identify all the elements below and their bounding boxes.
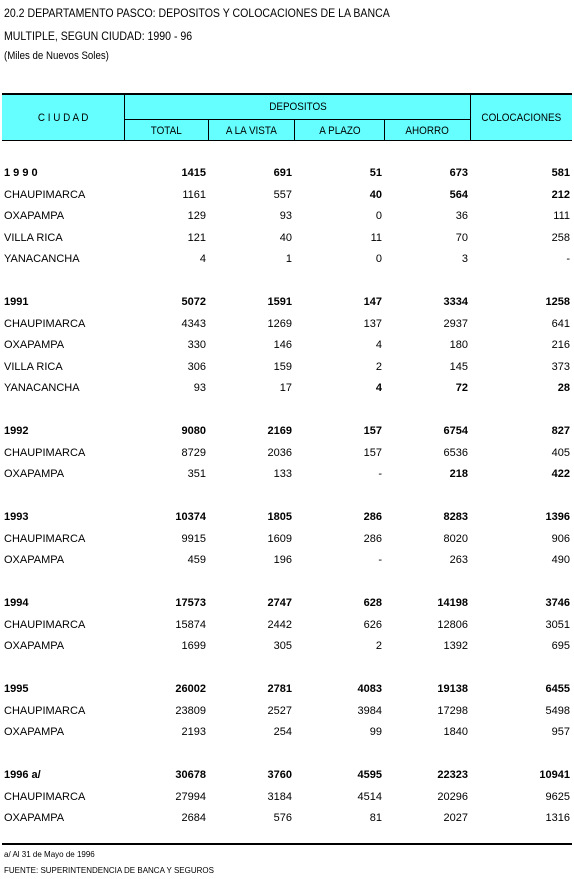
header-divider	[124, 119, 470, 120]
header-depositos: DEPOSITOS	[124, 95, 470, 119]
cell-value: 4	[375, 382, 382, 394]
cell-value: 2193	[181, 726, 206, 738]
table-row	[2, 378, 572, 400]
row-spacer	[2, 271, 572, 293]
cell-value: 147	[363, 296, 382, 308]
table-title-line1: 20.2 DEPARTAMENTO PASCO: DEPOSITOS Y COLOCACIONES DE LA BANCA	[4, 6, 390, 20]
cell-value: 827	[551, 425, 570, 437]
cell-value: 4343	[181, 317, 206, 330]
cell-value: 4	[199, 253, 206, 265]
cell-value: 3334	[443, 296, 468, 308]
cell-value: 129	[187, 210, 206, 222]
cell-value: 3760	[267, 769, 292, 781]
cell-value: 2036	[267, 446, 292, 459]
header-ciudad: C I U D A D	[2, 95, 124, 141]
group-total-row	[2, 765, 572, 787]
cell-value: 957	[551, 726, 570, 738]
table-row	[2, 206, 572, 228]
year-label: 1993	[4, 511, 29, 523]
cell-value: 40	[369, 188, 382, 201]
cell-value: 3	[461, 253, 468, 265]
cell-value: 0	[375, 210, 382, 222]
table-row	[2, 185, 572, 207]
cell-value: 1392	[443, 640, 468, 652]
city-label: YANACANCHA	[4, 382, 80, 394]
table-row	[2, 808, 572, 830]
cell-value: 3184	[267, 790, 292, 803]
cell-value: 6455	[545, 683, 570, 695]
cell-value: 1840	[443, 726, 468, 738]
cell-value: 1805	[267, 511, 292, 523]
cell-value: 51	[369, 167, 382, 179]
city-label: OXAPAMPA	[4, 640, 65, 652]
city-label: CHAUPIMARCA	[4, 188, 86, 201]
cell-value: 137	[363, 317, 382, 330]
cell-value: 121	[187, 231, 206, 244]
cell-value: 111	[553, 210, 570, 222]
cell-value: 286	[363, 511, 382, 523]
cell-value: 93	[279, 210, 292, 222]
cell-value: 0	[375, 253, 382, 265]
cell-value: 40	[279, 231, 292, 244]
cell-value: 1415	[181, 167, 206, 179]
row-spacer	[2, 572, 572, 594]
cell-value: 8020	[443, 532, 468, 545]
table-row	[2, 464, 572, 486]
cell-value: 196	[273, 554, 292, 566]
cell-value: 23809	[175, 704, 206, 717]
cell-value: 15874	[175, 618, 206, 631]
cell-value: 145	[449, 360, 468, 373]
year-label: 1 9 9 0	[4, 167, 38, 179]
row-spacer	[2, 400, 572, 422]
city-label: CHAUPIMARCA	[4, 317, 86, 330]
cell-value: -	[566, 253, 570, 265]
footnote: a/ Al 31 de Mayo de 1996	[4, 850, 95, 859]
table-row	[2, 314, 572, 336]
table-row	[2, 335, 572, 357]
cell-value: 490	[551, 554, 570, 566]
cell-value: 99	[369, 726, 382, 738]
year-label: 1996 a/	[4, 769, 41, 781]
row-spacer	[2, 486, 572, 508]
cell-value: 254	[273, 726, 292, 738]
year-label: 1991	[4, 296, 29, 308]
cell-value: 11	[370, 231, 382, 244]
cell-value: 2781	[267, 683, 292, 695]
cell-value: 1161	[182, 188, 206, 201]
cell-value: 459	[187, 554, 206, 566]
header-bottom-rule	[2, 140, 572, 141]
cell-value: 157	[363, 446, 382, 459]
cell-value: 1316	[545, 812, 570, 824]
cell-value: 2442	[267, 618, 292, 631]
city-label: OXAPAMPA	[4, 726, 65, 738]
cell-value: 19138	[437, 683, 468, 695]
header-a-plazo: A PLAZO	[294, 120, 384, 141]
cell-value: 81	[369, 812, 382, 824]
cell-value: 1609	[267, 532, 292, 545]
source-note: FUENTE: SUPERINTENDENCIA DE BANCA Y SEGUROS	[4, 866, 214, 875]
cell-value: 691	[273, 167, 292, 179]
cell-value: 263	[449, 554, 468, 566]
cell-value: 2747	[267, 597, 292, 609]
city-label: CHAUPIMARCA	[4, 532, 86, 545]
cell-value: -	[378, 554, 382, 566]
cell-value: 20296	[437, 790, 468, 803]
cell-value: 10374	[175, 511, 206, 523]
cell-value: 1396	[545, 511, 570, 523]
cell-value: 133	[273, 468, 292, 480]
city-label: VILLA RICA	[4, 360, 63, 373]
cell-value: 1269	[267, 317, 292, 330]
cell-value: 216	[551, 339, 570, 351]
table-row	[2, 722, 572, 744]
city-label: CHAUPIMARCA	[4, 446, 86, 459]
city-label: CHAUPIMARCA	[4, 790, 86, 803]
city-label: OXAPAMPA	[4, 554, 65, 566]
year-label: 1994	[4, 597, 29, 609]
cell-value: 6754	[443, 425, 468, 437]
cell-value: 422	[551, 468, 570, 480]
cell-value: 26002	[175, 683, 206, 695]
cell-value: 9080	[181, 425, 206, 437]
cell-value: 36	[455, 210, 468, 222]
city-label: OXAPAMPA	[4, 812, 65, 824]
row-spacer	[2, 744, 572, 766]
group-total-row	[2, 292, 572, 314]
cell-value: 3746	[545, 597, 570, 609]
cell-value: 628	[363, 597, 382, 609]
header-ahorro: AHORRO	[384, 120, 470, 141]
cell-value: 72	[455, 382, 468, 394]
cell-value: 626	[363, 618, 382, 631]
cell-value: 330	[187, 339, 206, 351]
cell-value: 8729	[181, 446, 206, 459]
cell-value: 6536	[443, 446, 468, 459]
cell-value: 17298	[437, 704, 468, 717]
cell-value: 8283	[443, 511, 468, 523]
group-total-row	[2, 593, 572, 615]
table-row	[2, 636, 572, 658]
cell-value: 2684	[181, 812, 206, 824]
cell-value: 4083	[357, 683, 382, 695]
city-label: CHAUPIMARCA	[4, 618, 86, 631]
year-label: 1992	[4, 425, 29, 437]
table-body	[2, 163, 572, 830]
cell-value: 2	[375, 640, 382, 652]
cell-value: 2027	[443, 812, 468, 824]
table-row	[2, 701, 572, 723]
city-label: OXAPAMPA	[4, 339, 65, 351]
cell-value: 2527	[267, 704, 292, 717]
cell-value: 351	[187, 468, 206, 480]
units-note: (Miles de Nuevos Soles)	[4, 50, 109, 62]
cell-value: 305	[273, 640, 292, 652]
cell-value: 10941	[539, 769, 570, 781]
cell-value: 906	[551, 532, 570, 545]
cell-value: 93	[193, 382, 206, 394]
cell-value: 27994	[175, 790, 206, 803]
footer-rule	[2, 843, 572, 845]
cell-value: 1591	[267, 296, 292, 308]
cell-value: 180	[449, 339, 468, 351]
cell-value: 2169	[267, 425, 292, 437]
cell-value: 581	[551, 167, 570, 179]
cell-value: 286	[363, 532, 382, 545]
cell-value: 405	[551, 446, 570, 459]
table-row	[2, 228, 572, 250]
cell-value: 14198	[437, 597, 468, 609]
table-row	[2, 529, 572, 551]
header-total: TOTAL	[124, 120, 208, 141]
cell-value: 17573	[175, 597, 206, 609]
cell-value: 5498	[545, 704, 570, 717]
cell-value: 5072	[181, 296, 206, 308]
cell-value: 70	[455, 231, 468, 244]
city-label: OXAPAMPA	[4, 210, 65, 222]
group-total-row	[2, 163, 572, 185]
cell-value: 157	[363, 425, 382, 437]
cell-value: 2937	[443, 317, 468, 330]
cell-value: 258	[551, 231, 570, 244]
group-total-row	[2, 507, 572, 529]
table-row	[2, 249, 572, 271]
cell-value: 673	[449, 167, 468, 179]
city-label: CHAUPIMARCA	[4, 704, 86, 717]
row-spacer	[2, 658, 572, 680]
cell-value: 695	[551, 640, 570, 652]
table-header	[2, 93, 572, 141]
cell-value: 4514	[357, 790, 382, 803]
cell-value: 373	[551, 360, 570, 373]
header-a-la-vista: A LA VISTA	[208, 120, 294, 141]
cell-value: 1	[285, 253, 292, 265]
table-row	[2, 443, 572, 465]
cell-value: 4595	[357, 769, 382, 781]
cell-value: 576	[273, 812, 292, 824]
table-row	[2, 550, 572, 572]
cell-value: 306	[187, 360, 206, 373]
cell-value: 641	[551, 317, 570, 330]
cell-value: 146	[273, 339, 292, 351]
cell-value: 218	[449, 468, 468, 480]
city-label: YANACANCHA	[4, 253, 80, 265]
cell-value: 28	[557, 382, 570, 394]
group-total-row	[2, 679, 572, 701]
cell-value: 22323	[437, 769, 468, 781]
cell-value: 159	[273, 360, 292, 373]
cell-value: 564	[449, 188, 468, 201]
cell-value: 2	[375, 360, 382, 373]
table-row	[2, 615, 572, 637]
cell-value: 30678	[175, 769, 206, 781]
cell-value: 9625	[545, 790, 570, 803]
cell-value: 557	[273, 188, 292, 201]
table-row	[2, 357, 572, 379]
city-label: OXAPAMPA	[4, 468, 65, 480]
cell-value: -	[378, 468, 382, 480]
city-label: VILLA RICA	[4, 231, 63, 244]
cell-value: 3984	[357, 704, 382, 717]
cell-value: 3051	[545, 618, 570, 631]
cell-value: 4	[375, 339, 382, 351]
cell-value: 212	[551, 188, 570, 201]
header-colocaciones: COLOCACIONES	[470, 95, 572, 141]
table-title-line2: MULTIPLE, SEGUN CIUDAD: 1990 - 96	[4, 29, 193, 43]
cell-value: 12806	[437, 618, 468, 631]
year-label: 1995	[4, 683, 29, 695]
group-total-row	[2, 421, 572, 443]
cell-value: 1699	[181, 640, 206, 652]
cell-value: 1258	[545, 296, 570, 308]
cell-value: 9915	[181, 532, 206, 545]
cell-value: 17	[279, 382, 292, 394]
table-row	[2, 787, 572, 809]
